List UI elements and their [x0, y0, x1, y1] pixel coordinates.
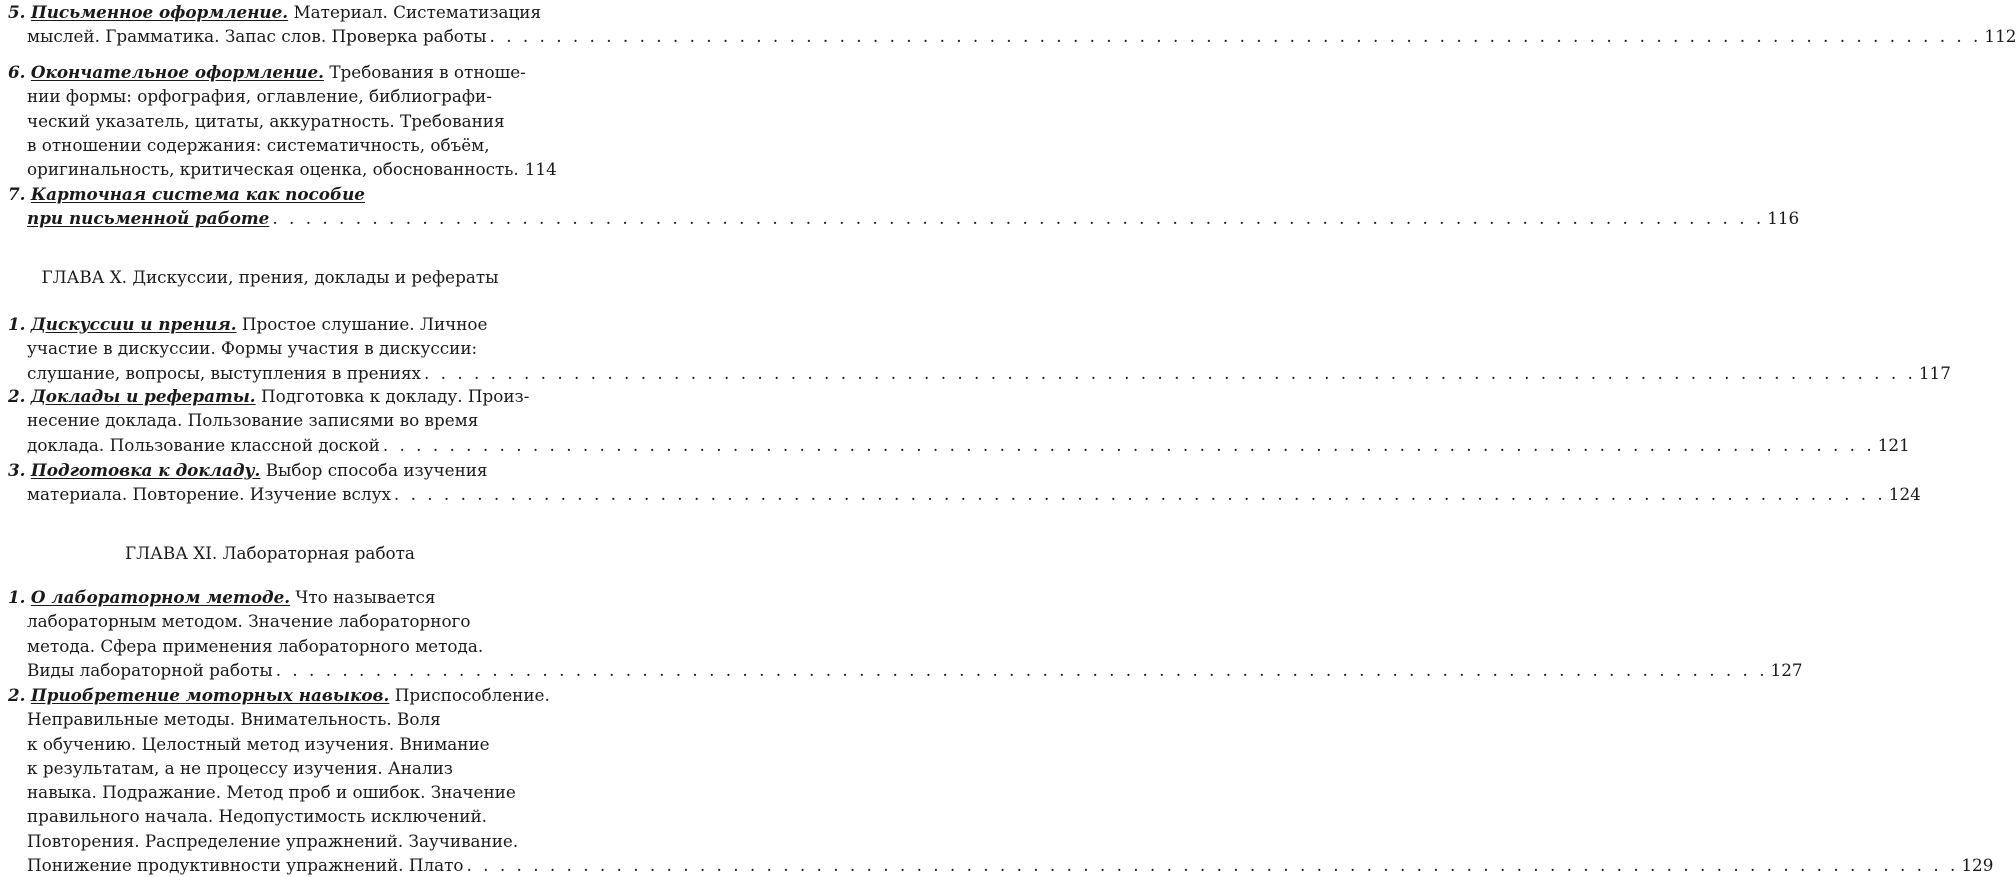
- entry-text: мыслей. Грамматика. Запас слов. Проверка работы: [27, 26, 487, 47]
- entry-text: Требования в отноше-: [324, 62, 526, 82]
- entry-title: Окончательное оформление.: [30, 62, 324, 82]
- entry-number: 5.: [8, 2, 26, 22]
- entry-text: ческий указатель, цитаты, аккуратность. Требования: [27, 110, 505, 131]
- entry-text: Приспособление.: [389, 685, 550, 705]
- entry-text: участие в дискуссии. Формы участия в дискуссии:: [27, 338, 478, 359]
- entry-text: Виды лабораторной работы: [27, 659, 273, 680]
- entry-text: Понижение продуктивности упражнений. Плато: [27, 855, 464, 876]
- toc-entry-5-written-design: [8, 0, 2016, 49]
- chapter-heading-10: ГЛАВА X. Дискуссии, прения, доклады и рефераты: [41, 267, 499, 287]
- entry-text: материала. Повторение. Изучение вслух: [27, 484, 391, 505]
- leader-dots: [276, 658, 1768, 682]
- entry-number: 2.: [8, 386, 26, 406]
- entry-title: при письменной работе: [27, 208, 270, 229]
- entry-title: О лабораторном методе.: [30, 587, 291, 607]
- entry-number: 3.: [8, 460, 26, 480]
- toc-entry-report-preparation: [8, 458, 1921, 507]
- entry-title: Доклады и рефераты.: [30, 386, 256, 406]
- toc-entry-reports: [8, 384, 1910, 457]
- toc-entry-motor-skills: [8, 683, 1994, 877]
- entry-text: в отношении содержания: систематичность, объём,: [27, 134, 490, 155]
- entry-text: оригинальность, критическая оценка, обоснованность.: [27, 159, 519, 180]
- entry-text: к результатам, а не процессу изучения. Анализ: [27, 757, 453, 778]
- entry-text: навыка. Подражание. Метод проб и ошибок. Значение: [27, 782, 516, 803]
- leader-dots: [424, 361, 1916, 385]
- page-number: 117: [1918, 362, 1951, 383]
- page-number: 129: [1961, 855, 1994, 876]
- entry-title: Карточная система как пособие: [30, 184, 365, 204]
- toc-entry-discussions: [8, 312, 1951, 385]
- entry-number: 1.: [8, 314, 26, 334]
- entry-title: Подготовка к докладу.: [30, 460, 261, 480]
- entry-title: Письменное оформление.: [30, 2, 289, 22]
- entry-text: правильного начала. Недопустимость исключений.: [27, 806, 487, 827]
- entry-text: нии формы: орфография, оглавление, библиографи-: [27, 86, 492, 107]
- page-number: 112: [1984, 26, 2016, 47]
- chapter-heading-11: ГЛАВА XI. Лабораторная работа: [125, 543, 415, 563]
- page-number: 124: [1888, 484, 1921, 505]
- entry-text: Повторения. Распределение упражнений. Заучивание.: [27, 830, 519, 851]
- entry-text: к обучению. Целостный метод изучения. Внимание: [27, 733, 490, 754]
- toc-entry-6-final-design: [8, 60, 557, 181]
- entry-text: Подготовка к докладу. Произ-: [255, 386, 530, 406]
- entry-text: доклада. Пользование классной доской: [27, 434, 380, 455]
- entry-text: несение доклада. Пользование записями во время: [27, 410, 479, 431]
- entry-number: 1.: [8, 587, 26, 607]
- leader-dots: [383, 433, 1875, 457]
- page-number: 114: [524, 159, 557, 180]
- toc-entry-7-card-system: [8, 182, 1800, 231]
- entry-text: Выбор способа изучения: [260, 460, 488, 480]
- leader-dots: [490, 24, 1982, 48]
- entry-text: Простое слушание. Личное: [236, 314, 488, 334]
- page-number: 116: [1767, 208, 1800, 229]
- entry-text: лабораторным методом. Значение лабораторного: [27, 611, 471, 632]
- leader-dots: [394, 482, 1886, 506]
- entry-number: 2.: [8, 685, 26, 705]
- entry-text: Что называется: [290, 587, 436, 607]
- entry-text: метода. Сфера применения лабораторного метода.: [27, 635, 484, 656]
- entry-number: 6.: [8, 62, 26, 82]
- entry-title: Приобретение моторных навыков.: [30, 685, 390, 705]
- leader-dots: [467, 853, 1959, 877]
- leader-dots: [272, 206, 1764, 230]
- page-number: 121: [1877, 434, 1910, 455]
- page-number: 127: [1770, 659, 1803, 680]
- toc-entry-lab-method: [8, 585, 1803, 682]
- entry-title: Дискуссии и прения.: [30, 314, 237, 334]
- entry-number: 7.: [8, 184, 26, 204]
- entry-text: Материал. Систематизация: [288, 2, 542, 22]
- entry-text: слушание, вопросы, выступления в прениях: [27, 362, 421, 383]
- entry-text: Неправильные методы. Внимательность. Воля: [27, 709, 441, 730]
